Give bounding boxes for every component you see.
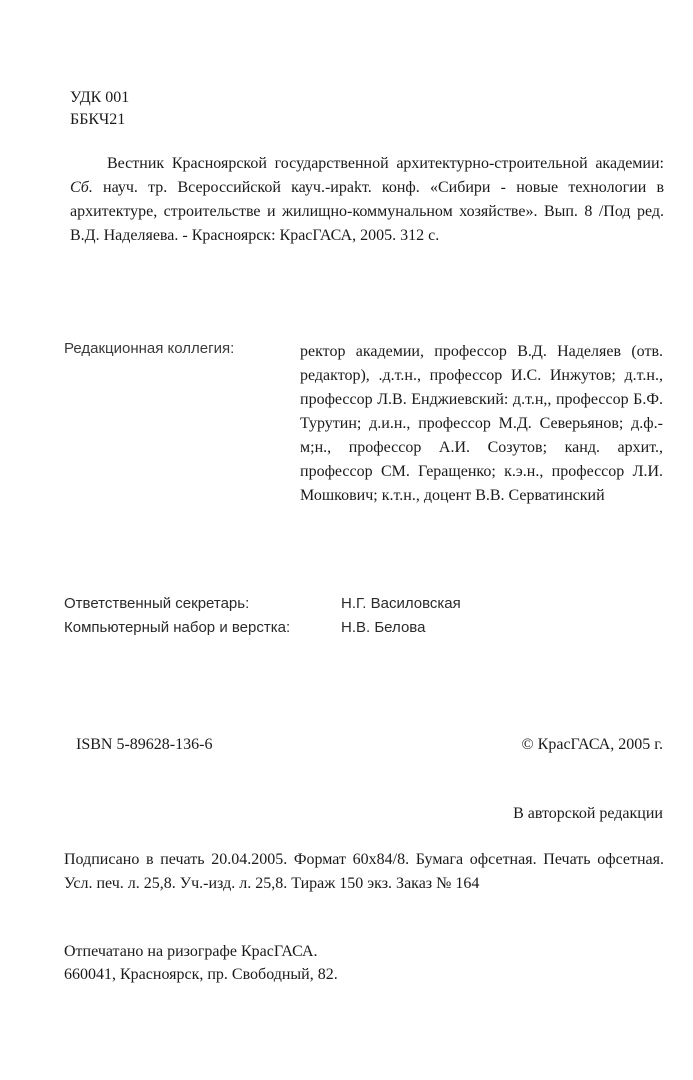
editorial-board-label: Редакционная коллегия: — [64, 340, 235, 357]
udk-code: УДК 001 — [70, 89, 130, 106]
typesetting-name: Н.В. Белова — [341, 619, 426, 636]
print-info: Подписано в печать 20.04.2005. Формат 60x84/8. Бумага офсетная. Печать офсетная. Усл. печ. л. 25,8. Уч.-изд. л. 25,8. Тираж 150 экз. Заказ № 164 — [64, 851, 664, 892]
press-line-1: Отпечатано на ризографе КрасГАСА. — [64, 943, 318, 960]
bbk-code: ББКЧ21 — [70, 111, 126, 128]
press-address: 660041, Красноярск, пр. Свободный, 82. — [64, 966, 338, 983]
copyright: © КрасГАСА, 2005 г. — [521, 736, 663, 753]
secretary-name: Н.Г. Василовская — [341, 595, 461, 612]
secretary-label: Ответственный секретарь: — [64, 595, 250, 612]
editorial-board-members: ректор академии, профессор В.Д. Наделяев (отв. редактор), .д.т.н., профессор И.С. Инжутов; д.т.н., профессор Л.В. Енджиевский: д.т.н,, профессор Б.Ф. Турутин; д.и.н., профессор М.Д. Северьянов; д.ф.-м;н., профессор А.И. Созутов; канд. архит., профессор СМ. Геращенко; к.э.н., профессор Л.И. Мошкович; к.т.н., доцент В.В. Серватинский — [300, 343, 663, 504]
bibliographic-description — [70, 152, 664, 248]
edition-note: В авторской редакции — [513, 805, 663, 822]
description-part-2: науч. тр. Всероссийской кауч.-ирakт. конф. «Сибири - новые технологии в архитектуре, строительстве и жилищно-коммунальном хозяйстве». Вып. 8 /Под ред. В.Д. Наделяева. - Красноярск: КрасГАСА, 2005. 312 с. — [70, 179, 664, 244]
description-part-1: Вестник Красноярской государственной архитектурно-строительной академии: — [107, 155, 664, 172]
typesetting-label: Компьютерный набор и верстка: — [64, 619, 291, 636]
isbn: ISBN 5-89628-136-6 — [76, 736, 213, 753]
description-emphasis: Сб. — [70, 179, 93, 196]
